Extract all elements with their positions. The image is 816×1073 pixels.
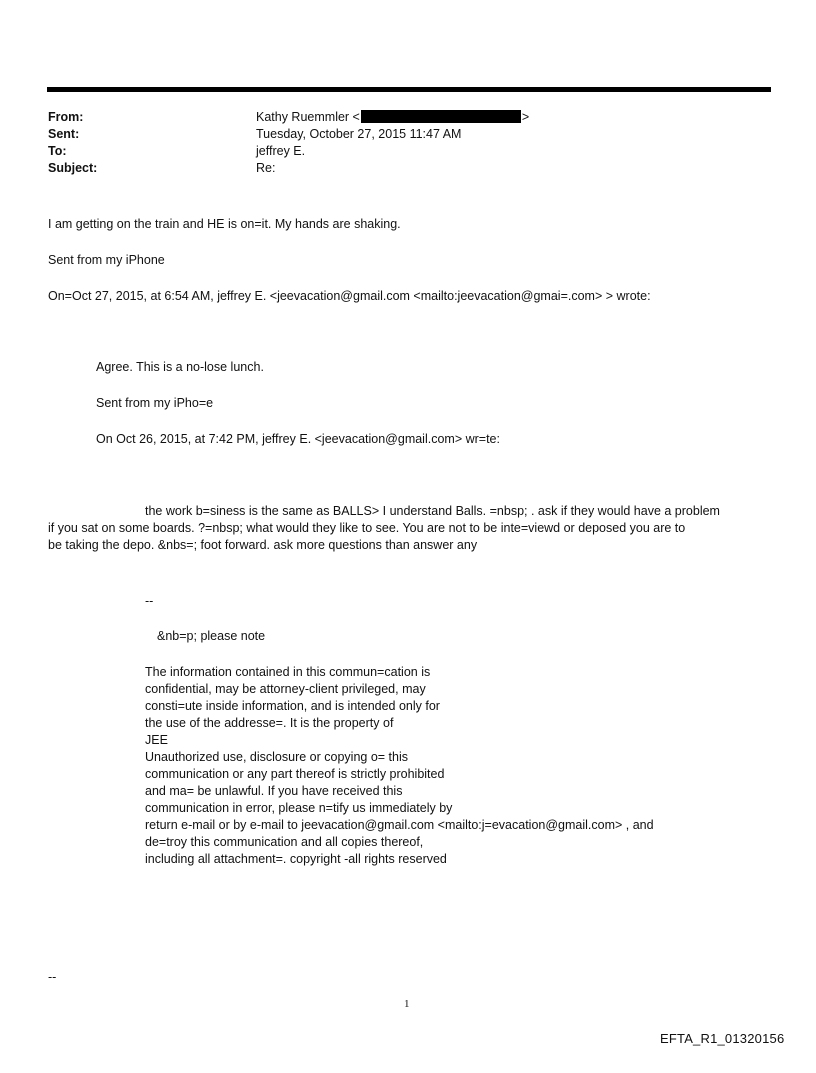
disclaimer-line: The information contained in this commun=cation is bbox=[145, 665, 431, 679]
disclaimer-line: communication or any part thereof is strictly prohibited bbox=[145, 767, 445, 781]
subject-value: Re: bbox=[256, 161, 276, 175]
header-rule bbox=[47, 87, 771, 92]
disclaimer-line: the use of the addresse=. It is the property of bbox=[145, 716, 394, 730]
disclaimer-line: consti=ute inside information, and is intended only for bbox=[145, 699, 440, 713]
disclaimer-line: JEE bbox=[145, 733, 168, 747]
redaction-box bbox=[361, 110, 521, 123]
disclaimer-block bbox=[145, 664, 654, 868]
work-line-1: the work b=siness is the same as BALLS> I understand Balls. =nbsp; . ask if they would have a problem bbox=[145, 504, 720, 518]
bottom-dash: -- bbox=[48, 970, 57, 984]
from-label: From: bbox=[48, 110, 84, 124]
sent-label: Sent: bbox=[48, 127, 80, 141]
from-name: Kathy Ruemmler < bbox=[256, 110, 360, 124]
from-value bbox=[256, 109, 529, 125]
sent-from-iphone-2: Sent from my iPho=e bbox=[96, 396, 214, 410]
disclaimer-line: Unauthorized use, disclosure or copying o= this bbox=[145, 750, 408, 764]
from-close: > bbox=[521, 110, 530, 124]
work-line-3: be taking the depo. &nbs=; foot forward. ask more questions than answer any bbox=[48, 538, 478, 552]
to-label: To: bbox=[48, 144, 67, 158]
bates-number: EFTA_R1_01320156 bbox=[660, 1031, 785, 1046]
disclaimer-line: de=troy this communication and all copies thereof, bbox=[145, 835, 424, 849]
please-note: &nb=p; please note bbox=[157, 629, 266, 643]
signature-dash: -- bbox=[145, 594, 154, 608]
disclaimer-line: return e-mail or by e-mail to jeevacation@gmail.com <mailto:j=evacation@gmail.com> , and bbox=[145, 818, 654, 832]
sent-value: Tuesday, October 27, 2015 11:47 AM bbox=[256, 127, 462, 141]
disclaimer-line: including all attachment=. copyright -all rights reserved bbox=[145, 852, 447, 866]
disclaimer-line: and ma= be unlawful. If you have received this bbox=[145, 784, 403, 798]
to-value: jeffrey E. bbox=[256, 144, 306, 158]
work-line-2: if you sat on some boards. ?=nbsp; what would they like to see. You are not to be inte=viewd or deposed you are to bbox=[48, 521, 686, 535]
quote-intro-1: On=Oct 27, 2015, at 6:54 AM, jeffrey E. <jeevacation@gmail.com <mailto:jeevacation@gmai=.com> > wrote: bbox=[48, 289, 651, 303]
disclaimer-line: confidential, may be attorney-client privileged, may bbox=[145, 682, 426, 696]
page-number: 1 bbox=[404, 998, 410, 1010]
subject-label: Subject: bbox=[48, 161, 98, 175]
body-line-1: I am getting on the train and HE is on=it. My hands are shaking. bbox=[48, 217, 401, 231]
sent-from-iphone: Sent from my iPhone bbox=[48, 253, 165, 267]
agree-line: Agree. This is a no-lose lunch. bbox=[96, 360, 264, 374]
disclaimer-line: communication in error, please n=tify us immediately by bbox=[145, 801, 453, 815]
quote-intro-2: On Oct 26, 2015, at 7:42 PM, jeffrey E. <jeevacation@gmail.com> wr=te: bbox=[96, 432, 500, 446]
